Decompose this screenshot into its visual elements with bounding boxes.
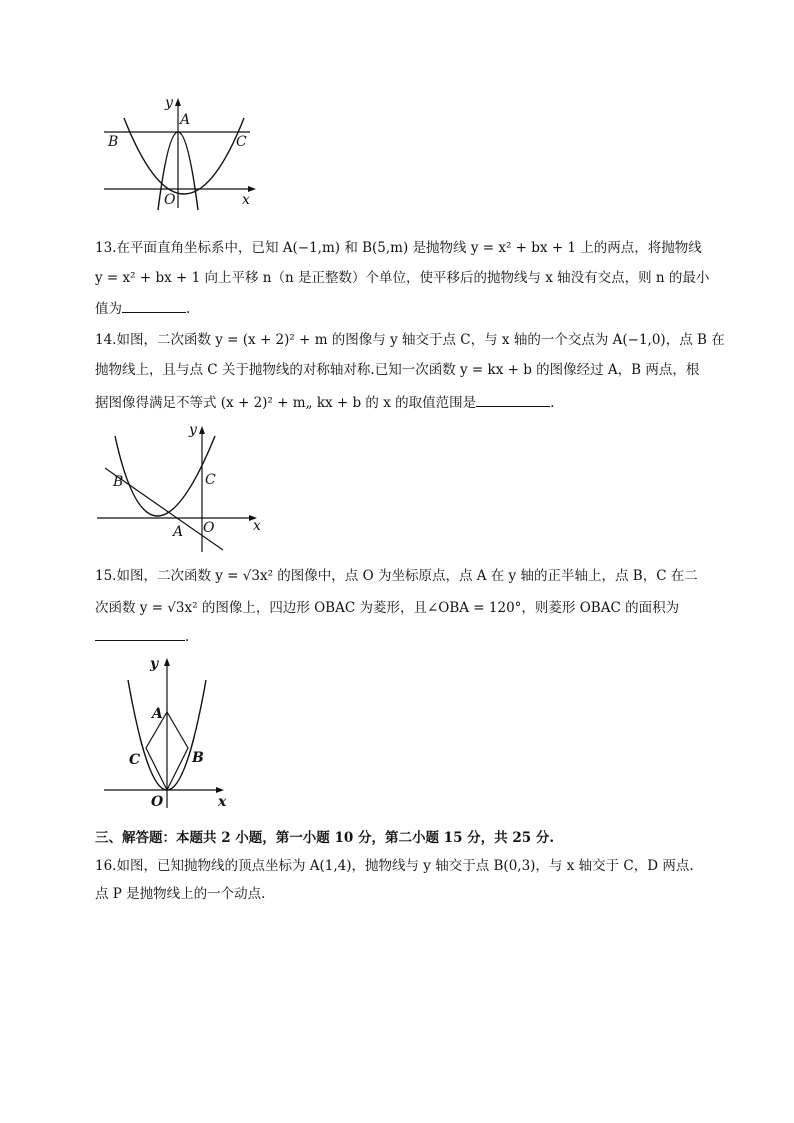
- fig1-point-b: B: [108, 134, 119, 150]
- fig2-x-label: x: [253, 518, 261, 534]
- figure-two-parabolas: [100, 92, 260, 212]
- x-axis-arrow: [216, 787, 224, 793]
- q15-answer-blank[interactable]: [95, 626, 185, 641]
- q13-answer-blank[interactable]: [122, 298, 186, 313]
- fig2-origin: O: [203, 520, 215, 536]
- fig2-point-a: A: [173, 524, 184, 540]
- fig2-y-label: y: [189, 422, 197, 438]
- q15-tail: .: [185, 629, 190, 645]
- y-axis-arrow: [199, 426, 205, 434]
- q13-line-2: y = x² + bx + 1 向上平移 n（n 是正整数）个单位，使平移后的抛物线与 x 轴没有交点，则 n 的最小: [95, 270, 710, 286]
- fig3-x-label: x: [218, 794, 227, 810]
- fig1-origin: O: [164, 192, 176, 208]
- figure-parabola-and-line: [95, 420, 265, 555]
- q14-line-2: 抛物线上，且与点 C 关于抛物线的对称轴对称.已知一次函数 y = kx + b 的图像经过 A，B 两点，根: [95, 362, 700, 378]
- fig1-y-label: y: [165, 95, 173, 111]
- q13-line-3: [95, 298, 695, 319]
- section-3-heading: 三、解答题：本题共 2 小题，第一小题 10 分，第二小题 15 分，共 25 分.: [95, 830, 555, 846]
- q14-tail: .: [550, 395, 555, 411]
- q13-prefix: 值为: [95, 301, 122, 317]
- y-axis-arrow: [175, 98, 181, 106]
- fig3-origin: O: [151, 794, 164, 810]
- q15-line-1: 15.如图，二次函数 y = √3x² 的图像中，点 O 为坐标原点，点 A 在 y 轴的正半轴上，点 B，C 在二: [95, 568, 698, 584]
- fig3-y-label: y: [150, 656, 159, 672]
- q13-tail: .: [186, 301, 191, 317]
- parabola: [115, 436, 215, 516]
- figure-rhombus-on-parabola: [100, 650, 240, 812]
- q14-answer-blank[interactable]: [476, 392, 550, 407]
- q16-line-1: 16.如图，已知抛物线的顶点坐标为 A(1,4)，抛物线与 y 轴交于点 B(0,3)，与 x 轴交于 C，D 两点.: [95, 858, 694, 874]
- fig1-x-label: x: [242, 192, 250, 208]
- fig1-point-a: A: [180, 112, 191, 128]
- q15-line-2: 次函数 y = √3x² 的图像上，四边形 OBAC 为菱形，且∠OBA = 120°，则菱形 OBAC 的面积为: [95, 600, 680, 616]
- fig3-point-b: B: [192, 750, 204, 766]
- fig2-point-c: C: [205, 472, 216, 488]
- q15-line-3: [95, 626, 695, 647]
- fig3-point-a: A: [152, 706, 163, 722]
- q16-line-2: 点 P 是抛物线上的一个动点.: [95, 886, 266, 902]
- fig1-point-c: C: [236, 134, 247, 150]
- q13-line-1: 13.在平面直角坐标系中，已知 A(−1,m) 和 B(5,m) 是抛物线 y = x² + bx + 1 上的两点，将抛物线: [95, 240, 702, 256]
- q14-line-3: [95, 392, 695, 413]
- fig2-point-b: B: [113, 474, 124, 490]
- q14-line-1: 14.如图，二次函数 y = (x + 2)² + m 的图像与 y 轴交于点 C，与 x 轴的一个交点为 A(−1,0)，点 B 在: [95, 332, 725, 348]
- y-axis-arrow: [164, 658, 170, 666]
- q14-prefix: 据图像得满足不等式 (x + 2)² + m„ kx + b 的 x 的取值范围是: [95, 395, 477, 411]
- fig3-point-c: C: [129, 752, 141, 768]
- wide-parabola: [124, 118, 244, 194]
